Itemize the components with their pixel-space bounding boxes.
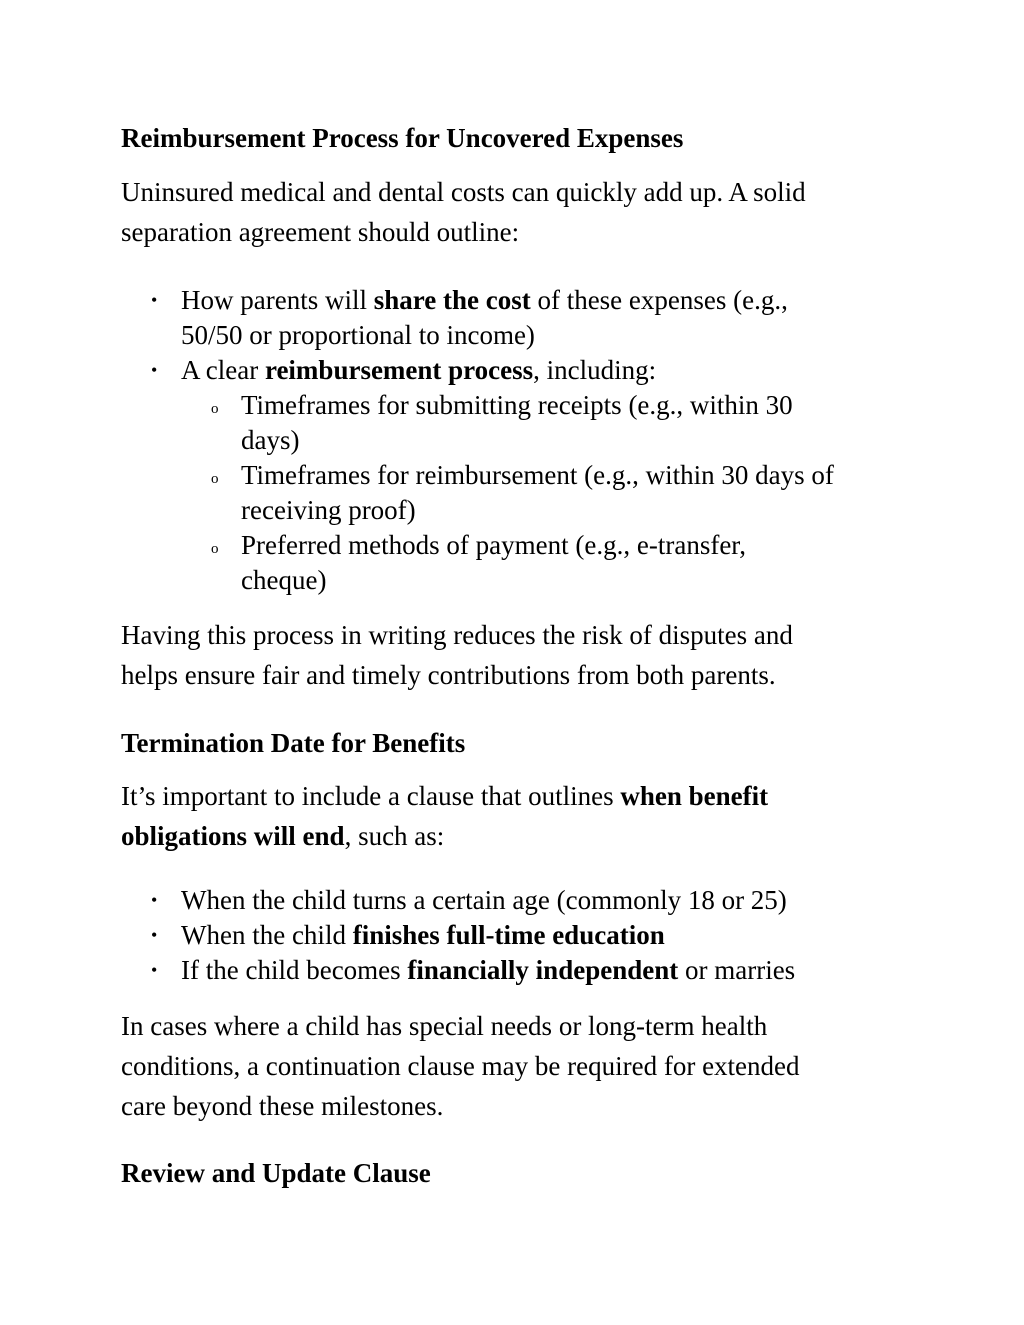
section-heading-review: Review and Update Clause [121, 1158, 431, 1188]
bullet-icon: • [151, 925, 158, 945]
outro-line: conditions, a continuation clause may be required for extended [121, 1051, 800, 1081]
reimbursement-outro-paragraph [121, 615, 793, 695]
section-heading-termination: Termination Date for Benefits [121, 728, 466, 758]
sub-item-text: days) [241, 425, 300, 455]
bullet-icon: • [151, 890, 158, 910]
item-text: When the child [181, 920, 353, 950]
item-text: A clear [181, 355, 265, 385]
intro-line: Uninsured medical and dental costs can quickly add up. A solid [121, 177, 806, 207]
sub-list-item [121, 388, 834, 458]
list-item [121, 953, 795, 988]
sub-list-item [121, 528, 834, 598]
termination-intro-paragraph [121, 776, 768, 856]
reimbursement-list [121, 283, 834, 598]
bullet-icon: • [151, 360, 158, 380]
sub-item-text: cheque) [241, 565, 327, 595]
item-bold-text: share the cost [373, 285, 531, 315]
bullet-icon: • [151, 290, 158, 310]
item-text: How parents will [181, 285, 374, 315]
outro-line: In cases where a child has special needs or long-term health [121, 1011, 768, 1041]
intro-bold-text: when benefit [620, 781, 769, 811]
outro-line: Having this process in writing reduces the risk of disputes and [121, 620, 793, 650]
item-text: If the child becomes [181, 955, 408, 985]
reimbursement-intro-paragraph [121, 172, 806, 252]
termination-outro-paragraph [121, 1006, 800, 1126]
outro-line: care beyond these milestones. [121, 1091, 444, 1121]
list-item [121, 918, 795, 953]
circle-bullet-icon: o [211, 471, 219, 487]
list-item [121, 353, 834, 388]
termination-list [121, 883, 795, 988]
circle-bullet-icon: o [211, 541, 219, 557]
item-text: of these expenses (e.g., [530, 285, 788, 315]
sub-item-text: Preferred methods of payment (e.g., e-transfer, [241, 530, 746, 560]
sub-list-item [121, 458, 834, 528]
intro-text: , such as: [344, 821, 445, 851]
outro-line: helps ensure fair and timely contributions from both parents. [121, 660, 776, 690]
circle-bullet-icon: o [211, 401, 219, 417]
list-item [121, 283, 834, 353]
item-continuation: 50/50 or proportional to income) [181, 320, 535, 350]
intro-line: separation agreement should outline: [121, 217, 520, 247]
item-bold-text: finishes full-time education [352, 920, 665, 950]
item-text: or marries [678, 955, 796, 985]
item-text: , including: [533, 355, 657, 385]
item-bold-text: reimbursement process [264, 355, 534, 385]
bullet-icon: • [151, 960, 158, 980]
sub-item-text: Timeframes for reimbursement (e.g., within 30 days of [241, 460, 834, 490]
item-text: When the child turns a certain age (commonly 18 or 25) [181, 885, 787, 915]
sub-item-text: Timeframes for submitting receipts (e.g., within 30 [241, 390, 793, 420]
intro-text: It’s important to include a clause that outlines [121, 781, 621, 811]
section-heading-reimbursement: Reimbursement Process for Uncovered Expenses [121, 123, 684, 153]
sub-item-text: receiving proof) [241, 495, 416, 525]
item-bold-text: financially independent [407, 955, 679, 985]
list-item [121, 883, 795, 918]
intro-bold-text: obligations will end [121, 821, 345, 851]
